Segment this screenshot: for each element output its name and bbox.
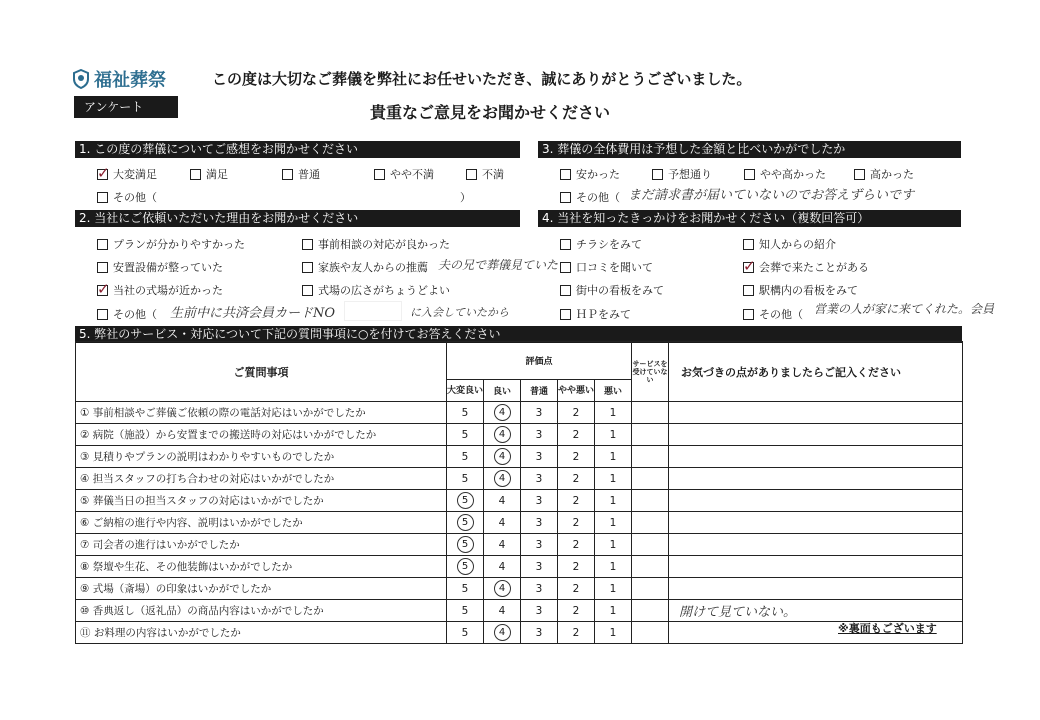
score-circled: 5 xyxy=(457,492,474,509)
no-service-cell[interactable] xyxy=(632,424,669,446)
q4-option-acquaintance[interactable]: 知人からの紹介 xyxy=(743,236,836,252)
q1-heading: 1. この度の葬儀についてご感想をお聞かせください xyxy=(75,141,520,158)
question-text: ④ 担当スタッフの打ち合わせの対応はいかがでしたか xyxy=(76,468,447,490)
checkbox-icon[interactable] xyxy=(854,169,865,180)
score-value: 3 xyxy=(535,538,543,551)
q4-option-website[interactable]: ＨＰをみて xyxy=(560,306,631,322)
table-row xyxy=(76,556,963,578)
q4-option-flyer[interactable]: チラシをみて xyxy=(560,236,642,252)
question-text: ⑥ ご納棺の進行や内容、説明はいかがでしたか xyxy=(76,512,447,534)
checkbox-checked-icon[interactable] xyxy=(743,262,754,273)
score-value: 5 xyxy=(461,472,469,485)
score-cell[interactable] xyxy=(447,402,484,424)
checkbox-icon[interactable] xyxy=(560,169,571,180)
score-value: 2 xyxy=(572,538,580,551)
q2-other-handwriting: 生前中に共済会員カードNO xyxy=(170,306,336,321)
comment-cell[interactable] xyxy=(669,402,963,424)
score-circled: 5 xyxy=(457,536,474,553)
table-row xyxy=(76,402,963,424)
score-cell[interactable] xyxy=(484,446,521,468)
score-cell[interactable] xyxy=(484,578,521,600)
score-cell[interactable] xyxy=(447,490,484,512)
score-cell[interactable] xyxy=(447,468,484,490)
score-value: 2 xyxy=(572,560,580,573)
score-cell[interactable] xyxy=(447,578,484,600)
logo-text: 福祉葬祭 xyxy=(94,70,166,91)
score-value: 2 xyxy=(572,516,580,529)
checkbox-icon[interactable] xyxy=(374,169,385,180)
score-value: 4 xyxy=(498,494,506,507)
table-row xyxy=(76,600,963,622)
score-cell[interactable] xyxy=(558,490,595,512)
score-value: 3 xyxy=(535,406,543,419)
q1-option-very-satisfied[interactable]: ✓ 大変満足 xyxy=(97,166,157,182)
q4-option-word-of-mouth[interactable]: 口コミを聞いて xyxy=(560,259,653,275)
score-circled: 5 xyxy=(457,514,474,531)
q4-option-attended-funeral[interactable]: ✓ 会葬で来たことがある xyxy=(743,259,869,275)
checkbox-icon[interactable] xyxy=(302,285,313,296)
back-page-note: ※裏面もございます xyxy=(838,622,937,635)
score-value: 5 xyxy=(461,428,469,441)
no-service-cell[interactable] xyxy=(632,512,669,534)
question-text: ② 病院（施設）から安置までの搬送時の対応はいかがでしたか xyxy=(76,424,447,446)
score-value: 3 xyxy=(535,582,543,595)
score-cell[interactable] xyxy=(558,556,595,578)
score-cell[interactable] xyxy=(447,556,484,578)
question-text: ⑦ 司会者の進行はいかがでしたか xyxy=(76,534,447,556)
score-cell[interactable] xyxy=(447,600,484,622)
score-cell[interactable] xyxy=(595,468,632,490)
checkbox-icon[interactable] xyxy=(743,309,754,320)
score-circled: 4 xyxy=(494,448,511,465)
q1-option-normal[interactable]: 普通 xyxy=(282,166,320,182)
checkbox-icon[interactable] xyxy=(743,285,754,296)
score-cell[interactable] xyxy=(558,424,595,446)
score-cell[interactable] xyxy=(447,534,484,556)
q5-heading: 5. 弊社のサービス・対応について下記の質問事項に○を付けてお答えください xyxy=(75,326,962,343)
table-row xyxy=(76,446,963,468)
score-value: 4 xyxy=(498,538,506,551)
q1-option-other[interactable]: その他（ xyxy=(97,189,157,205)
checkbox-checked-icon[interactable] xyxy=(97,285,108,296)
table-row xyxy=(76,424,963,446)
score-value: 2 xyxy=(572,406,580,419)
col-slightly-bad: やや悪い xyxy=(558,380,595,402)
checkbox-icon[interactable] xyxy=(97,239,108,250)
comment-cell[interactable] xyxy=(669,446,963,468)
checkbox-icon[interactable] xyxy=(97,262,108,273)
no-service-cell[interactable] xyxy=(632,600,669,622)
score-value: 2 xyxy=(572,626,580,639)
score-value: 1 xyxy=(609,604,617,617)
score-cell[interactable] xyxy=(595,402,632,424)
q2-option-plan[interactable]: プランが分かりやすかった xyxy=(97,236,245,252)
q2-heading: 2. 当社にご依頼いただいた理由をお聞かせください xyxy=(75,210,520,227)
score-value: 3 xyxy=(535,626,543,639)
checkbox-checked-icon[interactable] xyxy=(97,169,108,180)
score-value: 5 xyxy=(461,626,469,639)
comment-cell[interactable] xyxy=(669,556,963,578)
no-service-cell[interactable] xyxy=(632,556,669,578)
table-row xyxy=(76,468,963,490)
checkbox-icon[interactable] xyxy=(97,309,108,320)
score-cell[interactable] xyxy=(484,490,521,512)
col-header-comment: お気づきの点がありましたらご記入ください xyxy=(669,342,963,402)
q3-other-handwriting: まだ請求書が届いていないのでお答えずらいです xyxy=(628,188,915,203)
score-value: 3 xyxy=(535,450,543,463)
score-cell[interactable] xyxy=(558,622,595,644)
score-value: 5 xyxy=(461,406,469,419)
score-cell[interactable] xyxy=(558,402,595,424)
checkbox-icon[interactable] xyxy=(652,169,663,180)
question-text: ⑪ お料理の内容はいかがでしたか xyxy=(76,622,447,644)
question-text: ⑧ 祭壇や生花、その他装飾はいかがでしたか xyxy=(76,556,447,578)
thanks-message: この度は大切なご葬儀を弊社にお任せいただき、誠にありがとうございました。 xyxy=(212,70,752,88)
q4-other-handwriting: 営業の人が家に来てくれた。会員 xyxy=(814,302,995,316)
score-value: 4 xyxy=(498,560,506,573)
col-header-question: ご質問事項 xyxy=(76,342,447,402)
score-cell[interactable] xyxy=(521,622,558,644)
score-cell[interactable] xyxy=(595,424,632,446)
score-circled: 5 xyxy=(457,558,474,575)
redacted-member-number xyxy=(344,301,402,321)
q3-heading: 3. 葬儀の全体費用は予想した金額と比べいかがでしたか xyxy=(538,141,961,158)
checkbox-icon[interactable] xyxy=(560,262,571,273)
checkbox-icon[interactable] xyxy=(560,285,571,296)
score-cell[interactable] xyxy=(484,512,521,534)
score-value: 3 xyxy=(535,560,543,573)
table-row xyxy=(76,512,963,534)
score-cell[interactable] xyxy=(558,468,595,490)
checkbox-icon[interactable] xyxy=(560,309,571,320)
q1-option-satisfied[interactable]: 満足 xyxy=(190,166,228,182)
score-cell[interactable] xyxy=(447,424,484,446)
score-value: 2 xyxy=(572,604,580,617)
score-value: 1 xyxy=(609,428,617,441)
score-cell[interactable] xyxy=(521,424,558,446)
q3-option-cheap[interactable]: 安かった xyxy=(560,166,620,182)
score-circled: 4 xyxy=(494,580,511,597)
score-cell[interactable] xyxy=(595,534,632,556)
score-cell[interactable] xyxy=(521,402,558,424)
comment-cell[interactable] xyxy=(669,578,963,600)
score-value: 5 xyxy=(461,604,469,617)
score-value: 2 xyxy=(572,428,580,441)
score-value: 2 xyxy=(572,472,580,485)
score-cell[interactable] xyxy=(558,578,595,600)
score-value: 1 xyxy=(609,450,617,463)
score-cell[interactable] xyxy=(521,556,558,578)
logo-emblem-icon xyxy=(72,69,90,89)
score-cell[interactable] xyxy=(595,490,632,512)
score-cell[interactable] xyxy=(595,578,632,600)
checkbox-icon[interactable] xyxy=(560,239,571,250)
score-value: 1 xyxy=(609,582,617,595)
score-value: 2 xyxy=(572,582,580,595)
question-text: ① 事前相談やご葬儀ご依頼の際の電話対応はいかがでしたか xyxy=(76,402,447,424)
score-value: 1 xyxy=(609,494,617,507)
col-good: 良い xyxy=(484,380,521,402)
question-text: ⑨ 式場（斎場）の印象はいかがでしたか xyxy=(76,578,447,600)
q4-heading: 4. 当社を知ったきっかけをお聞かせください（複数回答可） xyxy=(538,210,961,227)
score-value: 1 xyxy=(609,560,617,573)
score-cell[interactable] xyxy=(521,490,558,512)
score-circled: 4 xyxy=(494,624,511,641)
score-value: 5 xyxy=(461,450,469,463)
score-cell[interactable] xyxy=(595,622,632,644)
checkbox-icon[interactable] xyxy=(743,239,754,250)
score-cell[interactable] xyxy=(484,556,521,578)
question-text: ⑩ 香典返し（返礼品）の商品内容はいかがでしたか xyxy=(76,600,447,622)
company-logo xyxy=(72,66,166,92)
score-cell[interactable] xyxy=(521,512,558,534)
page-title: 貴重なご意見をお聞かせください xyxy=(370,103,611,122)
q1-option-slightly-dissatisfied[interactable]: やや不満 xyxy=(374,166,434,182)
col-bad: 悪い xyxy=(595,380,632,402)
q4-option-other[interactable]: その他（ xyxy=(743,306,803,322)
score-cell[interactable] xyxy=(484,600,521,622)
score-value: 2 xyxy=(572,450,580,463)
q4-option-street-sign[interactable]: 街中の看板をみて xyxy=(560,282,664,298)
q1-other-close: ） xyxy=(460,191,471,204)
no-service-cell[interactable] xyxy=(632,490,669,512)
table-row xyxy=(76,622,963,644)
col-very-good: 大変良い xyxy=(447,380,484,402)
score-value: 4 xyxy=(498,516,506,529)
score-value: 1 xyxy=(609,626,617,639)
comment-cell[interactable] xyxy=(669,490,963,512)
q2-option-recommend[interactable]: 家族や友人からの推薦 xyxy=(302,259,428,275)
score-cell[interactable] xyxy=(595,446,632,468)
comment-cell[interactable] xyxy=(669,512,963,534)
q2-option-other[interactable]: その他（ xyxy=(97,306,157,322)
score-cell[interactable] xyxy=(484,534,521,556)
score-circled: 4 xyxy=(494,426,511,443)
checkbox-icon[interactable] xyxy=(466,169,477,180)
score-value: 1 xyxy=(609,406,617,419)
score-cell[interactable] xyxy=(521,534,558,556)
q1-option-dissatisfied[interactable]: 不満 xyxy=(466,166,504,182)
score-cell[interactable] xyxy=(558,446,595,468)
score-circled: 4 xyxy=(494,404,511,421)
score-cell[interactable] xyxy=(521,600,558,622)
score-cell[interactable] xyxy=(521,578,558,600)
score-value: 3 xyxy=(535,494,543,507)
col-header-no-service: サービスを受けていない xyxy=(632,342,669,402)
score-value: 5 xyxy=(461,582,469,595)
score-circled: 4 xyxy=(494,470,511,487)
score-cell[interactable] xyxy=(484,402,521,424)
score-cell[interactable] xyxy=(484,622,521,644)
no-service-cell[interactable] xyxy=(632,446,669,468)
score-value: 4 xyxy=(498,604,506,617)
comment-cell[interactable] xyxy=(669,534,963,556)
question-text: ③ 見積りやプランの説明はわかりやすいものでしたか xyxy=(76,446,447,468)
score-value: 3 xyxy=(535,472,543,485)
q3-option-slightly-high[interactable]: やや高かった xyxy=(744,166,826,182)
q2-other-handwriting-end: に入会していたから xyxy=(410,306,509,319)
table-row xyxy=(76,578,963,600)
score-cell[interactable] xyxy=(595,600,632,622)
checkbox-icon[interactable] xyxy=(282,169,293,180)
no-service-cell[interactable] xyxy=(632,622,669,644)
table-row xyxy=(76,490,963,512)
checkbox-icon[interactable] xyxy=(302,239,313,250)
score-value: 1 xyxy=(609,538,617,551)
comment-cell[interactable] xyxy=(669,468,963,490)
comment-cell[interactable]: 開けて見ていない。 xyxy=(669,600,963,622)
checkbox-icon[interactable] xyxy=(97,192,108,203)
q2-option-size[interactable]: 式場の広さがちょうどよい xyxy=(302,282,450,298)
score-cell[interactable] xyxy=(484,468,521,490)
score-cell[interactable] xyxy=(521,446,558,468)
q2-option-near[interactable]: ✓ 当社の式場が近かった xyxy=(97,282,223,298)
q3-option-high[interactable]: 高かった xyxy=(854,166,914,182)
score-value: 3 xyxy=(535,516,543,529)
score-cell[interactable] xyxy=(558,534,595,556)
score-cell[interactable] xyxy=(521,468,558,490)
comment-cell[interactable] xyxy=(669,424,963,446)
q2-option-consultation[interactable]: 事前相談の対応が良かった xyxy=(302,236,450,252)
score-cell[interactable] xyxy=(447,622,484,644)
score-value: 1 xyxy=(609,472,617,485)
score-value: 3 xyxy=(535,428,543,441)
score-cell[interactable] xyxy=(484,424,521,446)
score-value: 1 xyxy=(609,516,617,529)
score-cell[interactable] xyxy=(558,512,595,534)
q4-option-station-sign[interactable]: 駅構内の看板をみて xyxy=(743,282,858,298)
no-service-cell[interactable] xyxy=(632,534,669,556)
score-cell[interactable] xyxy=(447,512,484,534)
score-cell[interactable] xyxy=(595,512,632,534)
q2-option-facility[interactable]: 安置設備が整っていた xyxy=(97,259,223,275)
checkbox-icon[interactable] xyxy=(560,192,571,203)
score-cell[interactable] xyxy=(595,556,632,578)
no-service-cell[interactable] xyxy=(632,402,669,424)
col-normal: 普通 xyxy=(521,380,558,402)
rating-table xyxy=(75,341,963,644)
col-header-eval: 評価点 xyxy=(447,342,632,380)
no-service-cell[interactable] xyxy=(632,578,669,600)
q2-recommend-handwriting: 夫の兄で葬儀見ていた xyxy=(438,258,559,272)
checkbox-icon[interactable] xyxy=(302,262,313,273)
q3-option-other[interactable]: その他（ xyxy=(560,189,620,205)
no-service-cell[interactable] xyxy=(632,468,669,490)
checkbox-icon[interactable] xyxy=(744,169,755,180)
survey-tag: アンケート xyxy=(74,96,178,118)
q3-option-expected[interactable]: 予想通り xyxy=(652,166,712,182)
question-text: ⑤ 葬儀当日の担当スタッフの対応はいかがでしたか xyxy=(76,490,447,512)
score-value: 3 xyxy=(535,604,543,617)
score-cell[interactable] xyxy=(447,446,484,468)
score-value: 2 xyxy=(572,494,580,507)
score-cell[interactable] xyxy=(558,600,595,622)
checkbox-icon[interactable] xyxy=(190,169,201,180)
table-row xyxy=(76,534,963,556)
